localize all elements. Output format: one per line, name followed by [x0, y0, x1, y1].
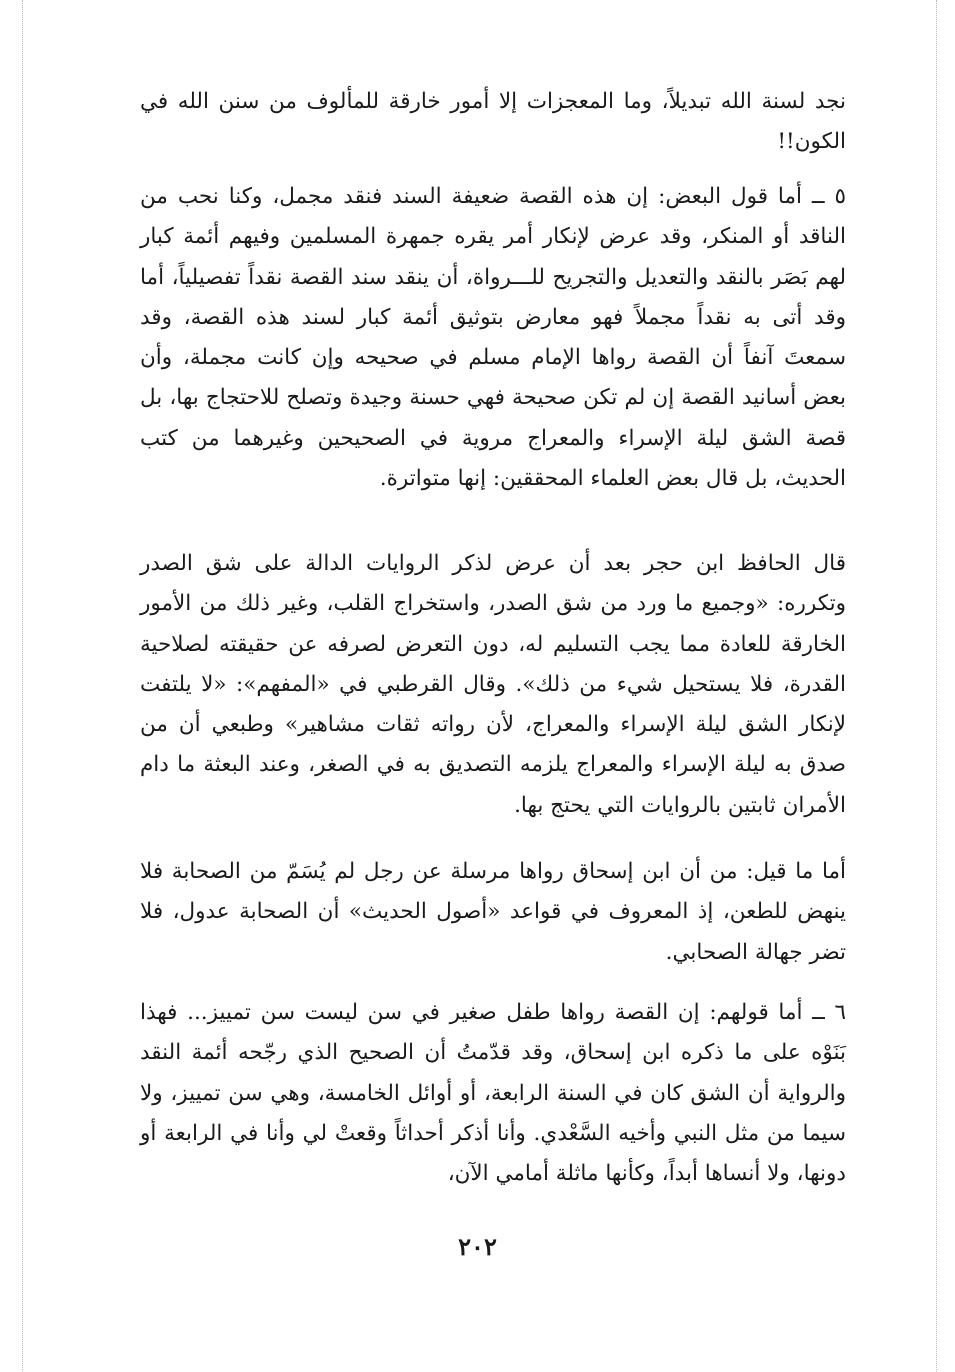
paragraph-3: قال الحافظ ابن حجر بعد أن عرض لذكر الروايات الدالة على شق الصدر وتكرره: «وجميع ما ورد من شق الصدر، واستخراج القلب، وغير ذلك من الأمور الخارقة للعادة مما يجب التسليم له، دون التعرض لصرفه عن حقيقته لصلاحية القدرة، فلا يستحيل شيء من ذلك». وقال القرطبي في «المفهم»: «لا يلتفت لإنكار الشق ليلة الإسراء والمعراج، لأن رواته ثقات مشاهير» وطبعي أن من صدق به ليلة الإسراء والمعراج يلزمه التصديق به في الصغر، وعند البعثة ما دام الأمران ثابتين بالروايات التي يحتج بها. [140, 551, 846, 818]
right-margin-guide [936, 0, 937, 1372]
paragraph-4: أما ما قيل: من أن ابن إسحاق رواها مرسلة عن رجل لم يُسَمّ من الصحابة فلا ينهض للطعن، إذ المعروف في قواعد «أصول الحديث» أن الصحابة عدول، فلا تضر جهالة الصحابي. [140, 859, 846, 965]
page-number: ٢٠٢ [458, 1232, 497, 1261]
left-margin-guide [22, 0, 23, 1372]
paragraph-1: نجد لسنة الله تبديلاً، وما المعجزات إلا أمور خارقة للمألوف من سنن الله في الكون!! [140, 89, 846, 155]
paragraph-5: ٦ ــ أما قولهم: إن القصة رواها طفل صغير في سن ليست سن تمييز... فهذا بَنَوْه على ما ذكره ابن إسحاق، وقد قدّمتُ أن الصحيح الذي رجّحه أئمة النقد والرواية أن الشق كان في السنة الرابعة، أو أوائل الخامسة، وهي سن تمييز، ولا سيما من مثل النبي وأخيه السَّعْدي. وأنا أذكر أحداثاً وقعتْ لي وأنا في الرابعة أو دونها، ولا أنساها أبداً، وكأنها ماثلة أمامي الآن، [140, 1000, 846, 1187]
paragraph-2: ٥ ــ أما قول البعض: إن هذه القصة ضعيفة السند فنقد مجمل، وكنا نحب من الناقد أو المنكر، وقد عرض لإنكار أمر يقره جمهرة المسلمين وفيهم أئمة كبار لهم بَصَر بالنقد والتعديل والتجريح للـــرواة، أن ينقد سند القصة نقداً تفصيلياً، أما وقد أتى به نقداً مجملاً فهو معارض بتوثيق أئمة كبار لسند هذه القصة، وقد سمعتَ آنفاً أن القصة رواها الإمام مسلم في صحيحه وإن كانت مجملة، وأن بعض أسانيد القصة إن لم تكن صحيحة فهي حسنة وجيدة وتصلح للاحتجاج بها، بل قصة الشق ليلة الإسراء والمعراج مروية في الصحيحين وغيرهما من كتب الحديث، بل قال بعض العلماء المحققين: إنها متواترة. [140, 184, 846, 492]
